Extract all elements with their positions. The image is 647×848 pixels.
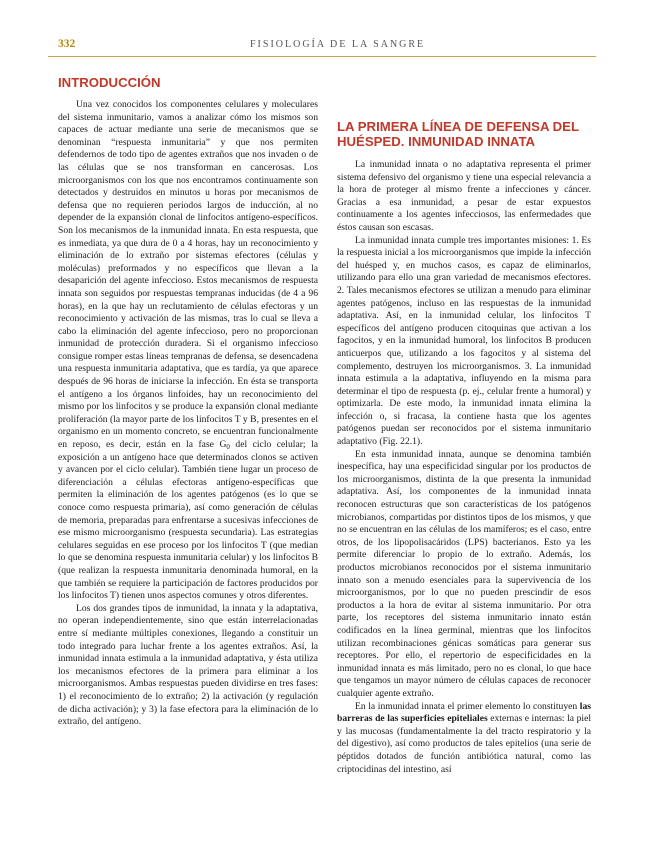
innate-paragraph-1: La inmunidad innata o no adaptativa representa el primer sistema defensivo del organismo y tiene una especial relevancia a la hora de proteger al mismo frente a infecciones y cáncer. Gracias a esa inmunidad, a pesar de estar expuestos continuamente a los agentes infecciosos, las enfermedades que éstos causan son escasas. bbox=[337, 159, 591, 233]
innate-paragraph-2: La inmunidad innata cumple tres importantes misiones: 1. Es la respuesta inicial a los microorganismos que impide la infección del huésped y, en muchos casos, es capaz de eliminarlos, utilizando para ello una gran variedad de mecanismos efectores. 2. Tales mecanismos efectores se utilizan a menudo para eliminar agentes patógenos, incluso en las respuestas de la inmunidad adaptativa. Así, en la inmunidad celular, los linfocitos T específicos del antígeno producen citoquinas que activan a los fagocitos, y en la inmunidad humoral, los linfocitos B producen anticuerpos que, utilizando a los fagocitos y al sistema del complemento, destruyen los microorganismos. 3. La inmunidad innata estimula a la adaptativa, influyendo en la misma para determinar el tipo de respuesta (p. ej., celular frente a humoral) y optimizarla. De este modo, la inmunidad innata elimina la infección o, si fracasa, la contiene hasta que los agentes patógenos puedan ser reconocidos por el sistema inmunitario adaptativo (Fig. 22.1). bbox=[337, 234, 591, 448]
right-column-text bbox=[337, 159, 591, 776]
bold-term-barreras: las barreras de las superficies epiteliales bbox=[337, 700, 591, 725]
section-heading-inmunidad-innata: LA PRIMERA LÍNEA DE DEFENSA DEL HUÉSPED. INMUNIDAD INNATA bbox=[337, 119, 579, 149]
page-header bbox=[58, 38, 591, 54]
intro-paragraph-2: Los dos grandes tipos de inmunidad, la innata y la adaptativa, no operan independientemente, sino que están interrelacionadas entre sí mediante múltiples conexiones, llegando a constituir un todo integrado para luchar frente a los agentes extraños. Así, la inmunidad innata estimula a la inmunidad adaptativa, y ésta utiliza los mecanismos efectores de la primera para eliminar a los microorganismos. Ambas respuestas pueden dividirse en tres fases: 1) el reconocimiento de lo extraño; 2) la activación (y regulación de dicha activación); y 3) la fase efectora para la eliminación de lo extraño, del antígeno. bbox=[58, 602, 318, 728]
running-title: FISIOLOGÍA DE LA SANGRE bbox=[250, 39, 426, 50]
section-heading-introduccion: INTRODUCCIÓN bbox=[58, 75, 161, 90]
intro-paragraph-1: Una vez conocidos los componentes celulares y moleculares del sistema inmunitario, vamos a analizar cómo los mismos son capaces de actuar mediante una serie de mecanismos que se denominan “respuesta inmunitaria” y que nos permiten defendernos de todo tipo de agentes extraños que nos invaden o de las células que se nos transforman en cancerosas. Los microorganismos con los que nos encontramos continuamente son detectados y destruidos en minutos u horas por mecanismos de defensa que no requieren periodos largos de inducción, al no depender de la expansión clonal de linfocitos antígeno-específicos. Son los mecanismos de la inmunidad innata. En esta respuesta, que es inmediata, ya que dura de 0 a 4 horas, hay un reconocimiento y eliminación de lo extraño por sistemas efectores (células y moléculas) preformados y no específicos que llevan a la desaparición del agente infeccioso. Estos mecanismos de respuesta innata son seguidos por respuestas tempranas inducidas (de 4 a 96 horas), en la que hay un reclutamiento de células efectoras y un reconocimiento y activación de las mismas, tras lo cual se lleva a cabo la eliminación del agente infeccioso, pero no proporcionan inmunidad de protección duradera. Si el organismo infeccioso consigue romper estas líneas tempranas de defensa, se desencadena una respuesta inmunitaria adaptativa, que es tardía, ya que aparece después de 96 horas de iniciarse la infección. En ésta se transporta el antígeno a los órganos linfoides, hay un reconocimiento del mismo por los linfocitos y se produce la expansión clonal mediante proliferación (la mayor parte de los linfocitos T y B, presentes en el organismo en un momento concreto, se encuentran funcionalmente en reposo, es decir, están en la fase $G_0$ del ciclo celular; la exposición a un antígeno hace que determinados clonos se activen y avancen por el ciclo celular). También tiene lugar un proceso de diferenciación a células efectoras antígeno-específicas que permiten la eliminación de los agentes patógenos (es lo que se conoce como respuesta primaria), así como generación de células de memoria, preparadas para enfrentarse a sucesivas infecciones de ese mismo microorganismo (respuesta secundaria). Las estrategias celulares seguidas en ese proceso por los linfocitos T (que median lo que se denomina respuesta inmunitaria celular) y los linfocitos B (que realizan la respuesta inmunitaria denominada humoral, en la que también se requiere la participación de factores producidos por los linfocitos T) tienen unos aspectos comunes y otros diferentes. bbox=[58, 99, 318, 602]
innate-paragraph-3: En esta inmunidad innata, aunque se denomina también inespecífica, hay una especificidad singular por los productos de los microorganismos, distinta de la que presenta la inmunidad adaptativa. Así, los componentes de la inmunidad innata reconocen estructuras que son características de los patógenos microbianos, compartidas por distintos tipos de los mismos, y que no se encuentran en las células de los mamíferos; es el caso, entre otros, de los lipopolisacáridos (LPS) bacterianos. Esto ya les permite diferenciar lo propio de lo extraño. Además, los productos microbianos reconocidos por el sistema inmunitario innato son a menudo esenciales para la supervivencia de los microorganismos, por lo que no pueden prescindir de esos productos a la hora de evitar al sistema inmunitario. Por otra parte, los receptores del sistema inmunitario innato están codificados en la línea germinal, mientras que los linfocitos utilizan recombinaciones génicas somáticas para generar sus receptores. Por ello, el repertorio de especificidades en la inmunidad innata es más limitado, pero no es clonal, lo que hace que tengamos un mayor número de células capaces de reconocer cualquier agente extraño. bbox=[337, 448, 591, 699]
left-column-text bbox=[58, 99, 318, 729]
innate-paragraph-4: En la inmunidad innata el primer elemento lo constituyen las barreras de las superficies epiteliales externas e internas: la piel y las mucosas (fundamentalmente la del tracto respiratorio y la del digestivo), así como productos de tales epitelios (una serie de péptidos dotados de función antibiótica natural, como las criptocidinas del intestino, así bbox=[337, 700, 591, 775]
page-number: 332 bbox=[58, 38, 76, 50]
header-rule bbox=[48, 56, 596, 57]
